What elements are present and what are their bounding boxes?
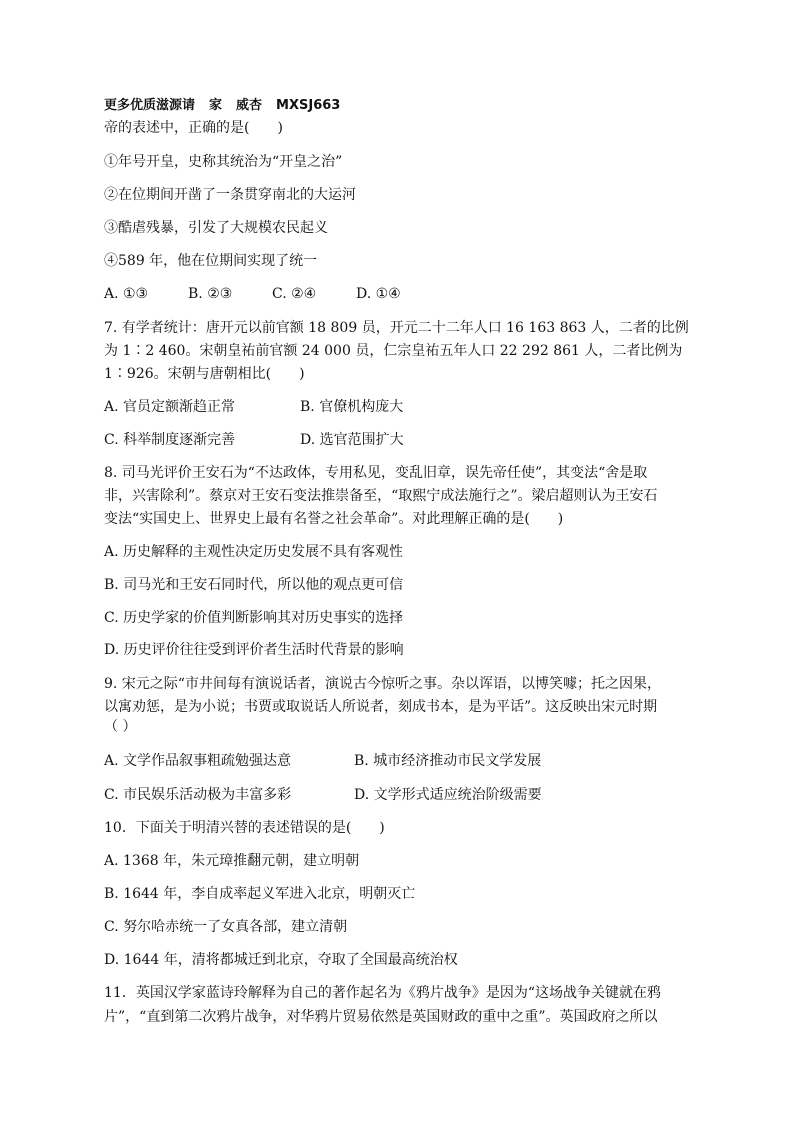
q6-option-b: B. ②③ <box>188 286 233 302</box>
q9-option-d: D. 文学形式适应统治阶级需要 <box>354 787 542 803</box>
header-label: 更多优质滋源请 <box>104 98 196 113</box>
q10-option-a: A. 1368 年，朱元璋推翻元朝，建立明朝 <box>104 853 360 869</box>
header-line <box>104 96 694 116</box>
q6-item-1: ①年号开皇，史称其统治为“开皇之治” <box>104 154 343 170</box>
header-code: MXSJ663 <box>276 98 341 113</box>
q10-option-b: B. 1644 年，李自成率起义军进入北京，明朝灭亡 <box>104 886 416 902</box>
q7-option-d: D. 选官范围扩大 <box>300 432 404 448</box>
q6-option-d: D. ①④ <box>356 286 401 302</box>
q10-option-c: C. 努尔哈赤统一了女真各部，建立清朝 <box>104 919 348 935</box>
q6-item-2: ②在位期间开凿了一条贯穿南北的大运河 <box>104 187 356 203</box>
q9-line-1: 9. 宋元之际“市井间每有演说话者，演说古今惊听之事。杂以诨语，以博笑噱；托之因果， <box>104 676 661 692</box>
q7-option-c: C. 科举制度逐渐完善 <box>104 432 236 448</box>
q9-option-b: B. 城市经济推动市民文学发展 <box>354 753 542 769</box>
q9-line-2: 以寓劝惩，是为小说；书贾或取说话人所说者，刻成书本，是为平话”。这反映出宋元时期 <box>104 699 658 715</box>
q8-option-c: C. 历史学家的价值判断影响其对历史事实的选择 <box>104 610 404 626</box>
q7-line-2: 为 1∶2 460。宋朝皇祐前官额 24 000 员，仁宗皇祐五年人口 22 292 861 人，二者比例为 <box>104 343 683 359</box>
q11-line-2: 片”，“直到第二次鸦片战争，对华鸦片贸易依然是英国财政的重中之重”。英国政府之所以 <box>104 1009 658 1025</box>
q6-item-3: ③酷虐残暴，引发了大规模农民起义 <box>104 220 328 236</box>
q6-stem-tail: 帝的表述中，正确的是( ) <box>104 120 283 136</box>
q8-option-d: D. 历史评价往往受到评价者生活时代背景的影响 <box>104 642 404 658</box>
q8-option-a: A. 历史解释的主观性决定历史发展不具有客观性 <box>104 544 404 560</box>
q8-option-b: B. 司马光和王安石同时代，所以他的观点更可信 <box>104 577 404 593</box>
header-part2: 威杏 <box>236 98 263 113</box>
q6-option-a: A. ①③ <box>104 286 149 302</box>
q7-line-3: 1∶926。宋朝与唐朝相比( ) <box>104 366 305 382</box>
q7-option-b: B. 官僚机构庞大 <box>300 399 404 415</box>
header-part1: 家 <box>209 98 223 113</box>
q10-stem: 10．下面关于明清兴替的表述错误的是( ) <box>104 820 385 836</box>
q6-item-4: ④589 年，他在位期间实现了统一 <box>104 253 318 269</box>
q6-option-c: C. ②④ <box>272 286 317 302</box>
q9-option-c: C. 市民娱乐活动极为丰富多彩 <box>104 787 292 803</box>
q10-option-d: D. 1644 年，清将都城迁到北京，夺取了全国最高统治权 <box>104 952 458 968</box>
q7-option-a: A. 官员定额渐趋正常 <box>104 399 236 415</box>
q7-line-1: 7. 有学者统计：唐开元以前官额 18 809 员，开元二十二年人口 16 163 863 人，二者的比例 <box>104 320 689 336</box>
q8-line-3: 变法“实国史上、世界史上最有名誉之社会革命”。对此理解正确的是( ) <box>104 511 564 527</box>
q8-line-2: 非，兴害除利”。蔡京对王安石变法推崇备至，“取熙宁成法施行之”。梁启超则认为王安石 <box>104 488 658 504</box>
q8-line-1: 8. 司马光评价王安石为“不达政体，专用私见，变乱旧章，误先帝任使”，其变法“舍是取 <box>104 465 648 481</box>
q9-line-3: （ ） <box>104 719 137 735</box>
q11-line-1: 11．英国汉学家蓝诗玲解释为自己的著作起名为《鸦片战争》是因为“这场战争关键就在鸦 <box>104 985 661 1001</box>
q9-option-a: A. 文学作品叙事粗疏勉强达意 <box>104 753 292 769</box>
